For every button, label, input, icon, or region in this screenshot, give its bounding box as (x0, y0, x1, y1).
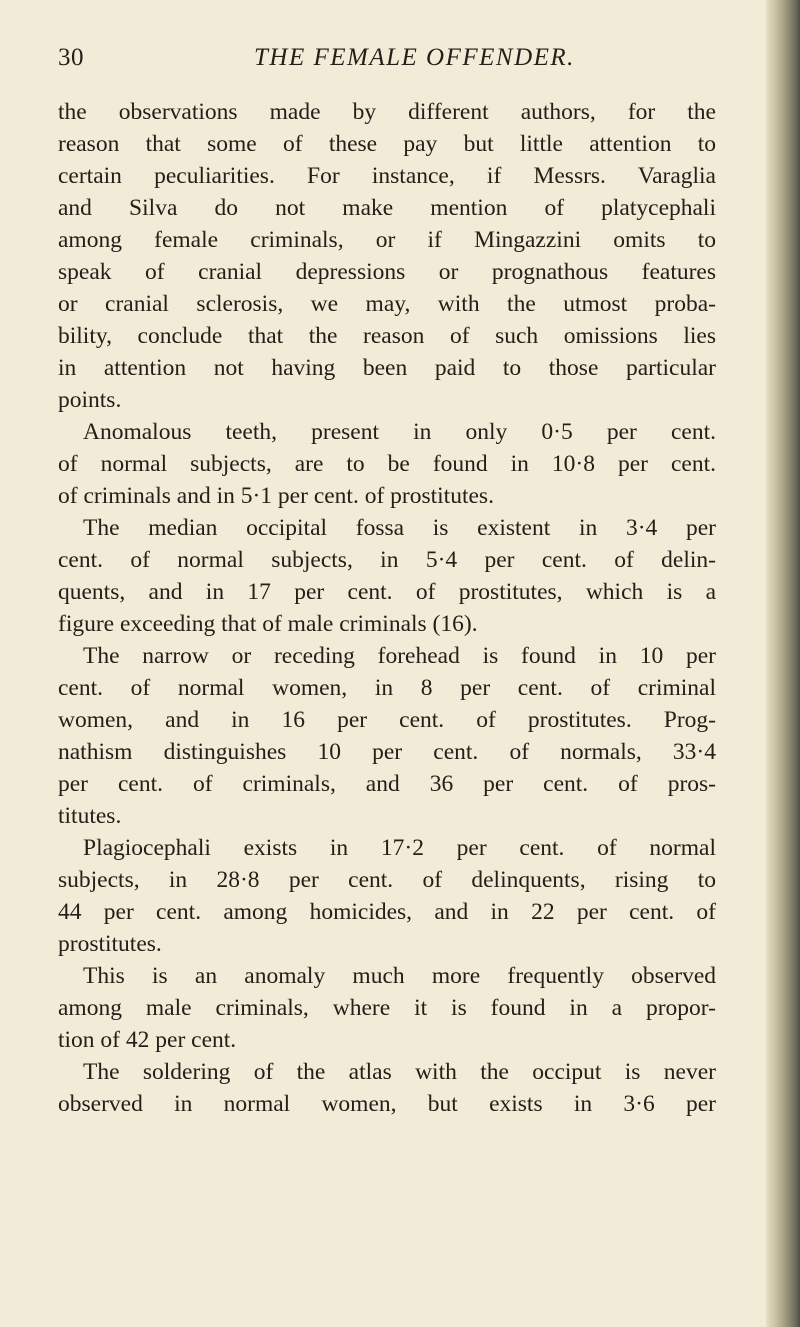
text-line: 44 per cent. among homicides, and in 22 per cent. of (58, 899, 716, 925)
text-line: or cranial sclerosis, we may, with the utmost proba- (58, 291, 716, 317)
text-line: among male criminals, where it is found in a propor- (58, 995, 716, 1021)
text-line: nathism distinguishes 10 per cent. of normals, 33·4 (58, 739, 716, 765)
text-line: among female criminals, or if Mingazzini omits to (58, 227, 716, 253)
text-line: speak of cranial depressions or prognathous features (58, 259, 716, 285)
text-line: the observations made by different authors, for the (58, 99, 716, 125)
text-line: Anomalous teeth, present in only 0·5 per cent. (83, 419, 716, 445)
text-line: cent. of normal subjects, in 5·4 per cent. of delin- (58, 547, 716, 573)
text-line: The median occipital fossa is existent in 3·4 per (83, 515, 716, 541)
text-line: in attention not having been paid to those particular (58, 355, 716, 381)
body-text (58, 96, 716, 1120)
text-line: prostitutes. (58, 931, 162, 957)
text-line: observed in normal women, but exists in 3·6 per (58, 1091, 716, 1117)
page-header (58, 44, 738, 84)
text-line: per cent. of criminals, and 36 per cent. of pros- (58, 771, 716, 797)
text-line: reason that some of these pay but little attention to (58, 131, 716, 157)
text-line: titutes. (58, 803, 122, 829)
text-line: women, and in 16 per cent. of prostitutes. Prog- (58, 707, 716, 733)
text-line: of criminals and in 5·1 per cent. of prostitutes. (58, 483, 494, 509)
text-line: This is an anomaly much more frequently observed (83, 963, 716, 989)
page-edge-shadow (766, 0, 800, 1327)
text-line: certain peculiarities. For instance, if Messrs. Varaglia (58, 163, 716, 189)
text-line: bility, conclude that the reason of such omissions lies (58, 323, 716, 349)
text-line: subjects, in 28·8 per cent. of delinquents, rising to (58, 867, 716, 893)
text-line: tion of 42 per cent. (58, 1027, 237, 1053)
text-line: quents, and in 17 per cent. of prostitutes, which is a (58, 579, 716, 605)
page-number: 30 (58, 44, 84, 71)
running-title: THE FEMALE OFFENDER. (254, 44, 575, 71)
text-line: cent. of normal women, in 8 per cent. of criminal (58, 675, 716, 701)
text-line: points. (58, 387, 122, 413)
text-line: figure exceeding that of male criminals (16). (58, 611, 478, 637)
text-line: The narrow or receding forehead is found in 10 per (83, 643, 716, 669)
text-line: and Silva do not make mention of platycephali (58, 195, 716, 221)
text-line: of normal subjects, are to be found in 10·8 per cent. (58, 451, 716, 477)
text-line: The soldering of the atlas with the occiput is never (83, 1059, 716, 1085)
text-line: Plagiocephali exists in 17·2 per cent. of normal (83, 835, 716, 861)
